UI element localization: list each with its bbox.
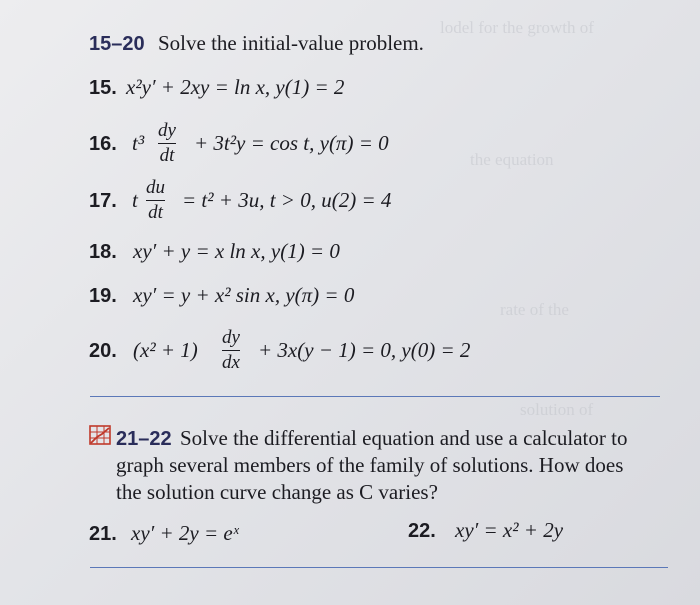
fraction-bar [146,200,165,201]
section-divider [90,396,660,397]
problem-19-equation: xy′ = y + x² sin x, y(π) = 0 [133,283,355,307]
problem-20-derivative [222,327,240,374]
bleed-through-text: solution of [520,400,594,419]
section-b-instruction-line-1: Solve the differential equation and use a calculator to [180,426,628,450]
graph-icon [89,425,111,450]
problem-17-lhs: t [132,188,138,212]
section-divider [90,567,668,568]
problem-20-rhs: + 3x(y − 1) = 0, y(0) = 2 [258,338,471,362]
fraction-denominator: dx [222,352,240,373]
section-instruction: Solve the initial-value problem. [158,31,424,55]
fraction-denominator: dt [159,145,175,166]
problem-number-20: 20. [89,340,117,362]
problem-16-rhs: + 3t²y = cos t, y(π) = 0 [194,131,389,155]
section-range-21-22: 21–22 [116,428,172,450]
fraction-denominator: dt [148,202,163,223]
problem-22-equation: xy′ = x² + 2y [455,518,564,542]
section-b-instruction-line-2: graph several members of the family of solutions. How does [116,453,624,477]
bleed-through-text: lodel for the growth of [440,18,594,37]
problem-number-17: 17. [89,190,117,212]
section-b-instruction-line-3: the solution curve change as C varies? [116,480,438,504]
problem-17-derivative [146,177,165,224]
bleed-through-text: rate of the [500,300,569,319]
problem-16-lhs: t³ [132,131,145,155]
problem-16-derivative [158,120,176,167]
fraction-numerator: du [146,177,165,198]
section-range-15-20: 15–20 [89,33,145,55]
problem-number-21: 21. [89,523,117,545]
fraction-numerator: dy [222,327,240,348]
problem-number-19: 19. [89,285,117,307]
problem-number-18: 18. [89,241,117,263]
problem-17-rhs: = t² + 3u, t > 0, u(2) = 4 [182,188,392,212]
bleed-through-text: the equation [470,150,554,169]
fraction-bar [222,350,240,351]
problem-20-lhs: (x² + 1) [133,338,198,362]
problem-number-15: 15. [89,77,117,99]
problem-21-equation: xy′ + 2y = eˣ [131,521,239,545]
fraction-bar [158,143,176,144]
problem-number-16: 16. [89,133,117,155]
problem-18-equation: xy′ + y = x ln x, y(1) = 0 [133,239,340,263]
problem-number-22: 22. [408,520,436,542]
fraction-numerator: dy [158,120,176,141]
problem-15-equation: x²y′ + 2xy = ln x, y(1) = 2 [126,75,345,99]
